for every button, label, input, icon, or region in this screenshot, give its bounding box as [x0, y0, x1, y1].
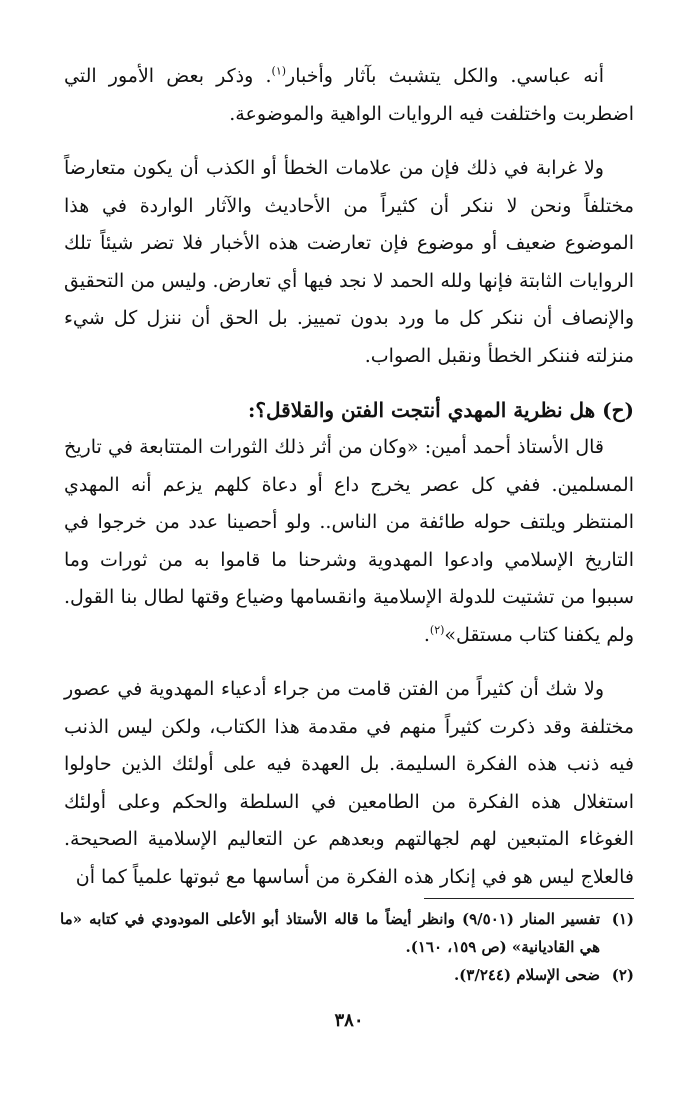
- main-text: [64, 58, 634, 896]
- footnote-ref-1[interactable]: (١): [271, 64, 287, 78]
- paragraph-2: ولا غرابة في ذلك فإن من علامات الخطأ أو الكذب أن يكون متعارضاً مختلفاً ونحن لا ننكر أن كثيراً من الأحاديث والآثار الواردة في هذا الموضوع ضعيف أو موضوع فإن تعارضت هذه الأخبار فلا تضر شيئاً تلك الروايات الثابتة فإنها ولله الحمد لا نجد فيها أي تعارض. وليس من التحقيق والإنصاف أن ننكر كل ما ورد بدون تمييز. بل الحق أن ننزل كل شيء منزلته فننكر الخطأ ونقبل الصواب.: [64, 157, 634, 367]
- footnote-ref-2[interactable]: (٢): [429, 623, 445, 637]
- footnote-text: تفسير المنار (٩/٥٠١) وانظر أيضاً ما قاله الأستاذ أبو الأعلى المودودي في كتابه «ما هي القاديانية» (ص ١٥٩، ١٦٠).: [60, 910, 600, 956]
- page-number: ٣٨٠: [334, 1010, 364, 1031]
- footnote-1: [60, 905, 634, 961]
- footnote-text: ضحى الإسلام (٣/٢٤٤).: [453, 966, 600, 984]
- footnote-marker: (١): [611, 910, 634, 928]
- section-heading: (ح) هل نظرية المهدي أنتجت الفتن والقلاقل؟:: [248, 398, 634, 422]
- footnote-marker: (٢): [611, 966, 634, 984]
- footnotes: [60, 905, 634, 989]
- footnote-2: [60, 961, 634, 989]
- paragraph-1: أنه عباسي. والكل يتشبث بآثار وأخبار$^{(١)}$. وذكر بعض الأمور التي اضطربت واختلفت فيه الروايات الواهية والموضوعة.: [64, 64, 634, 125]
- footnote-divider: [424, 898, 634, 899]
- paragraph-4: ولا شك أن كثيراً من الفتن قامت من جراء أدعياء المهدوية في عصور مختلفة وقد ذكرت كثيراً منهم في مقدمة هذا الكتاب، ولكن ليس الذنب فيه ذنب هذه الفكرة السليمة. بل العهدة فيه على أولئك الذين حاولوا استغلال هذه الفكرة من الطامعين في السلطة والحكم وعلى أولئك الغوغاء المتبعين لهم لجهالتهم وبعدهم عن التعاليم الإسلامية الصحيحة. فالعلاج ليس هو في إنكار هذه الفكرة من أساسها مع ثبوتها علمياً كما أن: [64, 678, 634, 888]
- paragraph-3: قال الأستاذ أحمد أمين: «وكان من أثر ذلك الثورات المتتابعة في تاريخ المسلمين. ففي كل عصر يخرج داع أو دعاة كلهم يزعم أنه المهدي المنتظر ويلتف حوله طائفة من الناس.. ولو أحصينا عدد من خرجوا في التاريخ الإسلامي وادعوا المهدوية وشرحنا ما قاموا به من ثورات وما سببوا من تشتيت للدولة الإسلامية وانقسامها وضياع وقتها لطال بنا القول. ولم يكفنا كتاب مستقل»$^{(٢)}$.: [64, 436, 634, 646]
